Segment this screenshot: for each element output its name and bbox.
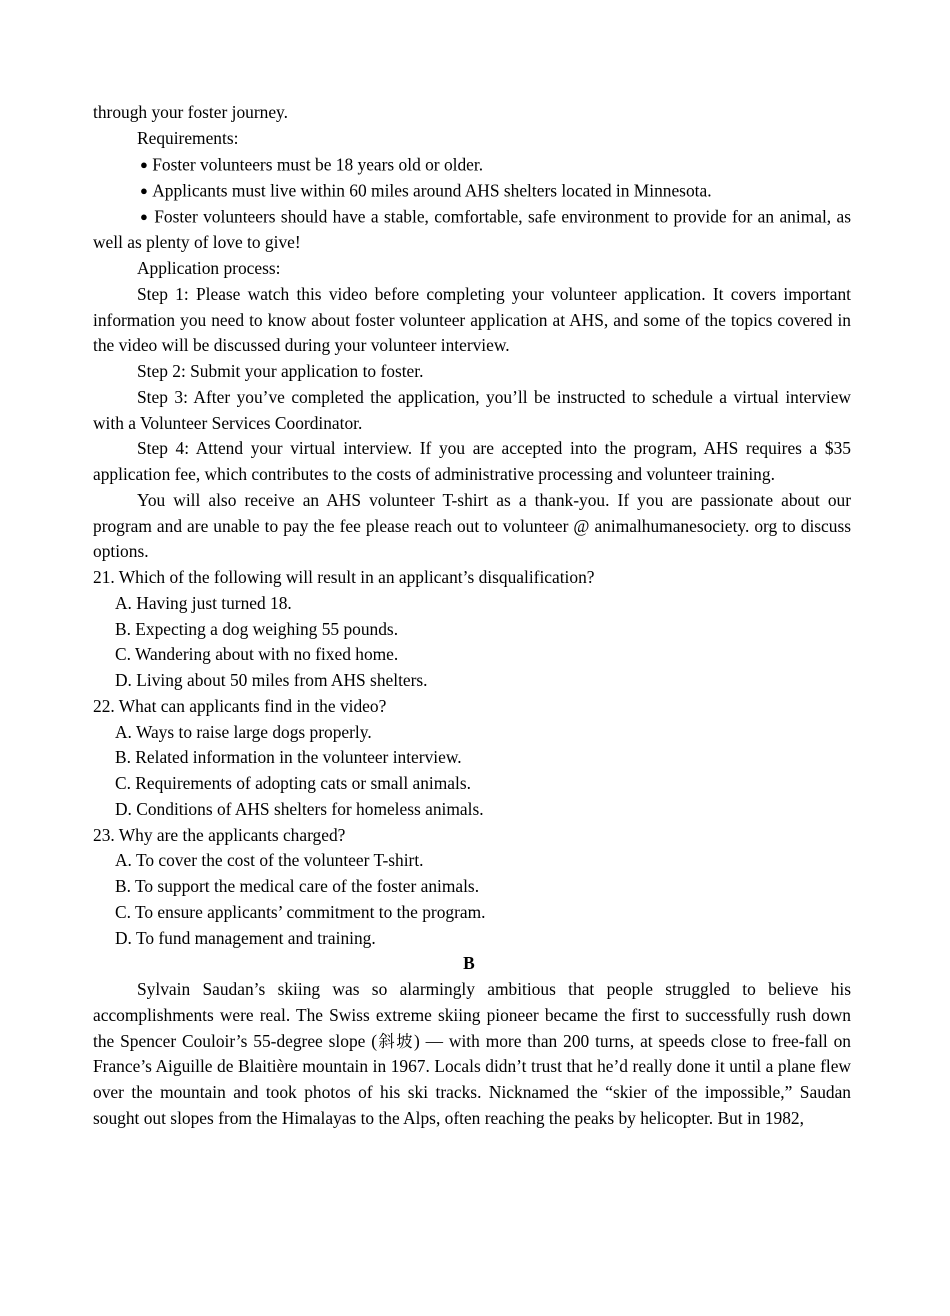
question-22-option-d[interactable]: D. Conditions of AHS shelters for homeless animals. [115,798,484,819]
question-21-option-b[interactable]: B. Expecting a dog weighing 55 pounds. [115,618,399,639]
document-body [93,100,851,1132]
requirement-text: Foster volunteers should have a stable, comfortable, safe environment to provide for an animal, as well as plenty of love to give! [93,206,851,253]
requirements-heading: Requirements: [137,127,239,148]
question-21-option-c[interactable]: C. Wandering about with no fixed home. [115,644,399,665]
application-step: Step 4: Attend your virtual interview. If you are accepted into the program, AHS requires a $35 application fee, which contributes to the costs of administrative processing and volunteer training. [93,438,851,484]
application-step: Step 3: After you’ve completed the application, you’ll be instructed to schedule a virtual interview with a Volunteer Services Coordinator. [93,386,851,433]
bullet-icon: ● [140,156,148,172]
requirement-item [93,152,851,178]
passage-continuation-line: through your foster journey. [93,102,288,122]
question-stem-21: 21. Which of the following will result in an applicant’s disqualification? [93,567,595,587]
question-stem-22: 22. What can applicants find in the video? [93,695,387,716]
question-22-option-c[interactable]: C. Requirements of adopting cats or small animals. [115,773,471,793]
closing-paragraph: You will also receive an AHS volunteer T-shirt as a thank-you. If you are passionate about our program and are unable to pay the fee please reach out to volunteer @ animalhumanesociety. org to discuss options. [93,489,851,562]
application-step: Step 1: Please watch this video before completing your volunteer application. It covers important information you need to know about foster volunteer application at AHS, and some of the topics covered in the video will be discussed during your volunteer interview. [93,283,851,356]
question-stem-23: 23. Why are the applicants charged? [93,824,346,845]
question-21-option-d[interactable]: D. Living about 50 miles from AHS shelters. [115,670,428,690]
requirement-text: Foster volunteers must be 18 years old or older. [152,154,484,174]
question-23-option-b[interactable]: B. To support the medical care of the foster animals. [115,876,480,896]
question-22-option-b[interactable]: B. Related information in the volunteer interview. [115,747,462,768]
passage-b-paragraph [93,977,851,1132]
passage-b-text-part-2: ) — with more than 200 turns, at speeds close to free-fall on France’s Aiguille de Blaitière mountain in 1967. Locals didn’t trust that he’d really done it until a plane flew over the mountain and took photos of his ski tracks. Nicknamed the “skier of the impossible,” Saudan sought out slopes from the Himalayas to the Alps, often reaching the peaks by helicopter. But in 1982, [93,1030,851,1128]
bullet-icon: ● [140,209,149,224]
question-23-option-c[interactable]: C. To ensure applicants’ commitment to the program. [115,901,486,922]
requirement-item [93,204,851,256]
bullet-icon: ● [140,182,148,198]
requirement-text: Applicants must live within 60 miles around AHS shelters located in Minnesota. [152,180,712,201]
requirement-item [93,178,851,204]
section-heading-b: B [463,953,475,974]
passage-b-text-part-1: Sylvain Saudan’s skiing was so alarmingly ambitious that people struggled to believe his accomplishments were real. The Swiss extreme skiing pioneer became the first to successfully rush down the Spencer Couloir’s 55-degree slope ( [93,979,851,1051]
application-step: Step 2: Submit your application to foster. [137,361,424,381]
question-22-option-a[interactable]: A. Ways to raise large dogs properly. [115,721,372,742]
question-23-option-d[interactable]: D. To fund management and training. [115,927,376,948]
application-process-heading: Application process: [137,258,281,278]
question-21-option-a[interactable]: A. Having just turned 18. [115,592,292,613]
chinese-gloss: 斜坡 [377,1031,414,1051]
question-23-option-a[interactable]: A. To cover the cost of the volunteer T-shirt. [115,850,424,871]
